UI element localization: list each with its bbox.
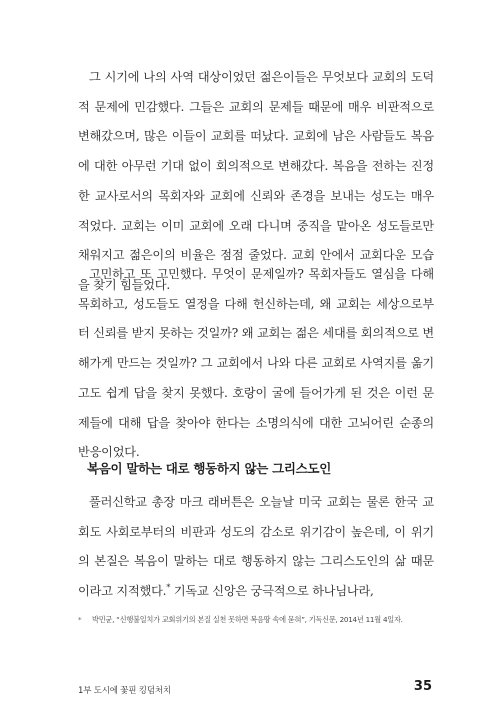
- body-paragraph-1: 그 시기에 나의 사역 대상이었던 젊은이들은 무엇보다 교회의 도덕적 문제에 민감했다. 그들은 교회의 문제들 때문에 매우 비판적으로 변해갔으며, 많은 이들이 교회를 떠났다. 교회에 남은 사람들도 복음에 대한 아무런 기대 없이 회의적으로 변해갔다. 복음을 전하는 진정한 교사로서의 목회자와 교회에 신뢰와 존경을 보내는 성도는 매우 적었다. 교회는 이미 교회에 오래 다니며 중직을 맡아온 성도들로만 채워지고 젊은이의 비율은 점점 줄었다. 교회 안에서 교회다운 모습을 찾기 힘들었다.: [78, 70, 434, 292]
- paragraph-3-continuation: 기독교 신앙은 궁극적으로 하나님나라,: [170, 584, 374, 599]
- paragraph-3-text: 풀러신학교 총장 마크 래버튼은 오늘날 미국 교회는 물론 한국 교회도 사회로부터의 비판과 성도의 감소로 위기감이 높은데, 이 위기의 본질은 복음이 말하는 대로 행동하지 않는 그리스도인의 삶 때문이라고 지적했다.: [78, 495, 434, 599]
- body-paragraph-2: 고민하고 또 고민했다. 무엇이 문제일까? 목회자들도 열심을 다해 목회하고, 성도들도 열정을 다해 헌신하는데, 왜 교회는 세상으로부터 신뢰를 받지 못하는 것일까? 왜 교회는 젊은 세대를 회의적으로 변해가게 만드는 것일까? 그 교회에서 나와 다른 교회로 사역지를 옮기고도 쉽게 답을 찾지 못했다. 호랑이 굴에 들어가게 된 것은 이런 문제들에 대해 답을 찾아야 한다는 소명의식에 대한 고뇌어린 순종의 반응이었다.: [78, 267, 434, 460]
- footnote: [78, 615, 438, 625]
- page-number: 35: [413, 679, 432, 694]
- footer-chapter-title: 도시에 꽃핀 킹덤처치: [93, 686, 171, 696]
- running-footer: [78, 684, 171, 696]
- section-heading: 복음이 말하는 대로 행동하지 않는 그리스도인: [87, 461, 331, 476]
- footer-part: 1부: [78, 686, 92, 696]
- footnote-text: 박민균, “신행불일치가 교회위기의 본질 실천 못하면 복음땅 속에 묻혀”, 기독신문, 2014년 11월 4일자.: [92, 615, 403, 624]
- body-paragraph-3: [78, 488, 434, 607]
- footnote-reference-mark: *: [166, 583, 171, 593]
- footnote-mark: *: [78, 615, 82, 624]
